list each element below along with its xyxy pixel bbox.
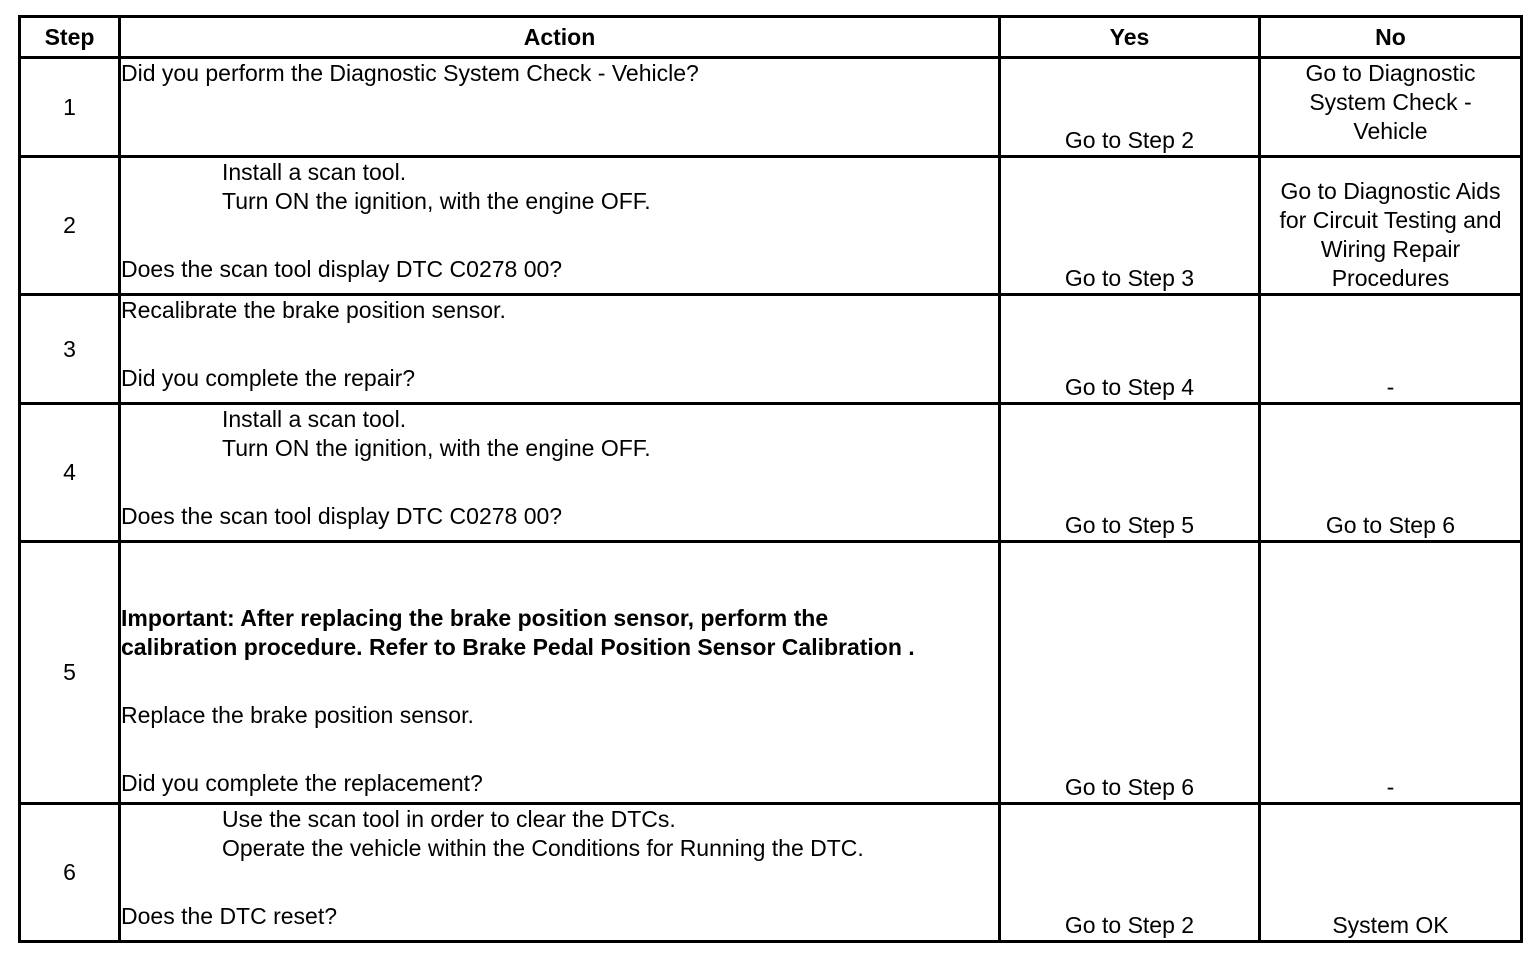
yes-result: Go to Step 2	[1000, 58, 1260, 157]
question-text: Did you complete the repair?	[121, 365, 416, 391]
instruction-text: Turn ON the ignition, with the engine OFF.	[222, 188, 651, 214]
header-action: Action	[120, 17, 1000, 58]
instruction-text: Operate the vehicle within the Conditions for Running the DTC.	[222, 835, 864, 861]
instruction-text: Recalibrate the brake position sensor.	[121, 297, 506, 323]
question-text: Does the DTC reset?	[121, 903, 338, 929]
no-line: Vehicle	[1353, 118, 1428, 144]
question-text: Did you complete the replacement?	[121, 770, 483, 796]
step-number: 1	[20, 58, 120, 157]
no-line: System Check -	[1309, 89, 1472, 115]
header-yes: Yes	[1000, 17, 1260, 58]
action-cell	[120, 804, 1000, 942]
yes-result: Go to Step 6	[1000, 542, 1260, 804]
yes-result: Go to Step 4	[1000, 295, 1260, 404]
table-row	[20, 404, 1522, 542]
no-line: Wiring Repair	[1320, 236, 1461, 262]
step-number: 3	[20, 295, 120, 404]
yes-result: Go to Step 3	[1000, 157, 1260, 295]
no-result: System OK	[1260, 804, 1522, 942]
table-row	[20, 804, 1522, 942]
instruction-text: Install a scan tool.	[222, 159, 407, 185]
step-number: 2	[20, 157, 120, 295]
yes-result: Go to Step 2	[1000, 804, 1260, 942]
yes-result: Go to Step 5	[1000, 404, 1260, 542]
step-number: 4	[20, 404, 120, 542]
no-line: Procedures	[1331, 265, 1450, 291]
instruction-text: Replace the brake position sensor.	[121, 702, 474, 728]
question-text: Does the scan tool display DTC C0278 00?	[121, 503, 563, 529]
table-row	[20, 295, 1522, 404]
table-row	[20, 157, 1522, 295]
no-result: -	[1260, 295, 1522, 404]
no-result: -	[1260, 542, 1522, 804]
step-number: 6	[20, 804, 120, 942]
action-cell	[120, 157, 1000, 295]
action-cell	[120, 404, 1000, 542]
header-row	[20, 17, 1522, 58]
no-line: Go to Diagnostic Aids	[1280, 178, 1501, 204]
important-note: Important: After replacing the brake position sensor, perform the	[121, 605, 829, 631]
action-cell	[120, 542, 1000, 804]
header-no: No	[1260, 17, 1522, 58]
instruction-text: Use the scan tool in order to clear the DTCs.	[222, 806, 676, 832]
no-result: Go to Step 6	[1260, 404, 1522, 542]
diagnostic-table	[18, 15, 1523, 943]
header-step: Step	[20, 17, 120, 58]
question-text: Does the scan tool display DTC C0278 00?	[121, 256, 563, 282]
instruction-text: Install a scan tool.	[222, 406, 407, 432]
no-line: Go to Diagnostic	[1305, 60, 1476, 86]
table-row	[20, 542, 1522, 804]
action-cell	[120, 295, 1000, 404]
important-note: calibration procedure. Refer to Brake Pedal Position Sensor Calibration .	[121, 634, 915, 660]
action-cell	[120, 58, 1000, 157]
table-row	[20, 58, 1522, 157]
question-text: Did you perform the Diagnostic System Check - Vehicle?	[121, 60, 699, 86]
no-result	[1260, 58, 1522, 157]
no-result	[1260, 157, 1522, 295]
instruction-text: Turn ON the ignition, with the engine OFF.	[222, 435, 651, 461]
step-number: 5	[20, 542, 120, 804]
no-line: for Circuit Testing and	[1279, 207, 1502, 233]
